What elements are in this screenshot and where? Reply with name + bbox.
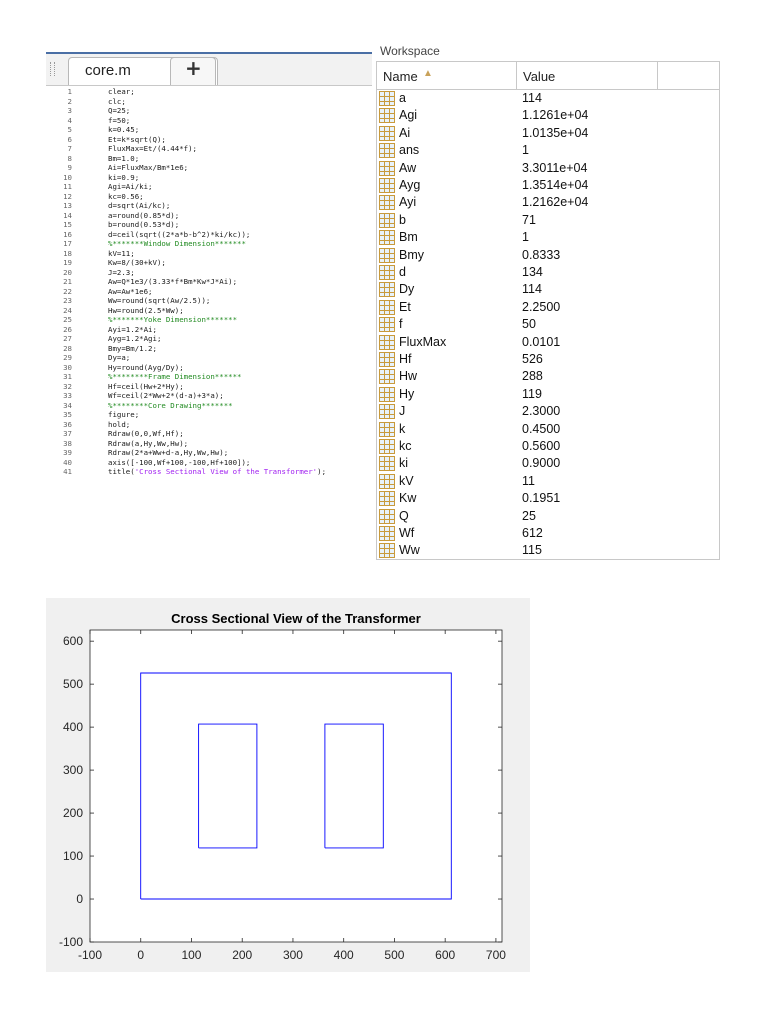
sort-ascending-icon[interactable]: ▲ <box>423 68 433 79</box>
line-number: 26 <box>63 324 72 334</box>
code-text: Ww=round(sqrt(Aw/2.5)); <box>108 296 211 305</box>
workspace-row[interactable] <box>377 351 719 369</box>
workspace-row[interactable] <box>377 368 719 386</box>
variable-value: 1.3514e+04 <box>522 178 589 192</box>
matrix-variable-icon <box>379 387 395 402</box>
x-tick-label: 0 <box>137 948 145 962</box>
code-line[interactable] <box>46 106 372 116</box>
code-text: f=50; <box>108 115 131 125</box>
workspace-row[interactable] <box>377 212 719 230</box>
workspace-panel <box>376 42 720 560</box>
code-line[interactable] <box>46 258 372 268</box>
code-text: Wf=ceil(2*Ww+2*(d-a)+3*a); <box>108 391 224 400</box>
code-line[interactable] <box>46 230 372 240</box>
code-line[interactable] <box>46 97 372 107</box>
matrix-variable-icon <box>379 108 395 123</box>
variable-name: ans <box>399 143 420 158</box>
figure-window <box>46 598 530 972</box>
code-line[interactable] <box>46 211 372 221</box>
tab-label: core.m <box>85 62 131 79</box>
code-line[interactable] <box>46 382 372 392</box>
matrix-variable-icon <box>379 352 395 367</box>
code-line[interactable] <box>46 363 372 373</box>
variable-value: 612 <box>522 526 543 540</box>
matrix-variable-icon <box>379 509 395 524</box>
line-number: 10 <box>63 172 72 182</box>
code-text: %********Frame Dimension****** <box>108 372 242 381</box>
line-number: 5 <box>67 125 72 134</box>
chart-title: Cross Sectional View of the Transformer <box>171 611 421 626</box>
line-number: 39 <box>63 448 72 457</box>
code-text: Hy=round(Ayg/Dy); <box>108 362 184 372</box>
matrix-variable-icon <box>379 282 395 297</box>
line-number: 25 <box>63 315 72 324</box>
code-text: Dy=a; <box>108 353 131 362</box>
matrix-variable-icon <box>379 474 395 489</box>
code-line[interactable] <box>46 315 372 325</box>
line-number: 2 <box>67 96 72 106</box>
matrix-variable-icon <box>379 543 395 558</box>
code-text: Bm=1.0; <box>108 153 140 163</box>
variable-value: 1.0135e+04 <box>522 125 589 140</box>
line-number: 41 <box>63 467 72 476</box>
line-number: 37 <box>63 429 72 438</box>
code-line[interactable] <box>46 353 372 363</box>
code-text: Et=k*sqrt(Q); <box>108 134 166 144</box>
y-tick-label: 600 <box>62 634 83 649</box>
workspace-row[interactable] <box>377 125 719 143</box>
code-line[interactable] <box>46 296 372 306</box>
y-tick-label: 500 <box>62 677 83 692</box>
code-text: figure; <box>108 410 140 419</box>
plot-svg <box>46 598 530 972</box>
code-text: d=ceil(sqrt((2*a*b-b^2)*ki/kc)); <box>108 229 251 239</box>
workspace-table[interactable] <box>376 61 720 560</box>
drag-grip-icon[interactable] <box>50 62 55 76</box>
matrix-variable-icon <box>379 456 395 471</box>
variable-name: Ai <box>399 125 411 140</box>
matrix-variable-icon <box>379 178 395 193</box>
code-editor[interactable] <box>46 52 372 562</box>
code-line[interactable] <box>46 268 372 278</box>
variable-name: Hf <box>399 352 412 366</box>
variable-value: 526 <box>522 352 543 366</box>
line-number: 14 <box>63 210 72 220</box>
line-number: 13 <box>63 201 72 210</box>
variable-value: 3.3011e+04 <box>522 160 588 175</box>
code-line[interactable] <box>46 116 372 126</box>
workspace-row[interactable] <box>377 490 719 508</box>
code-text: clear; <box>108 87 135 96</box>
variable-value: 1.2162e+04 <box>522 195 589 210</box>
line-number: 40 <box>63 457 72 467</box>
code-text <box>108 467 326 477</box>
new-tab-button[interactable] <box>170 57 216 85</box>
column-header-value[interactable]: Value <box>523 69 556 84</box>
code-text: hold; <box>108 419 131 429</box>
workspace-row[interactable] <box>377 299 719 317</box>
variable-name: ki <box>399 456 409 471</box>
variable-value: 0.1951 <box>522 491 561 506</box>
y-tick-label: 300 <box>62 763 83 778</box>
workspace-row[interactable] <box>377 160 719 178</box>
line-number: 17 <box>63 239 72 248</box>
workspace-row[interactable] <box>377 281 719 299</box>
variable-name: f <box>399 317 403 332</box>
variable-name: d <box>399 265 406 279</box>
workspace-row[interactable] <box>377 229 719 247</box>
code-line[interactable] <box>46 448 372 458</box>
matrix-variable-icon <box>379 369 395 384</box>
matrix-variable-icon <box>379 91 395 106</box>
matrix-variable-icon <box>379 195 395 210</box>
matrix-variable-icon <box>379 526 395 541</box>
code-line[interactable] <box>46 249 372 259</box>
code-line[interactable] <box>46 325 372 335</box>
variable-name: b <box>399 212 406 227</box>
line-number: 33 <box>63 391 72 400</box>
variable-value: 119 <box>522 386 542 401</box>
variable-value: 134 <box>522 265 543 279</box>
x-tick-label: 400 <box>333 948 354 962</box>
code-line[interactable] <box>46 287 372 297</box>
variable-value: 288 <box>522 369 543 384</box>
code-text: Aw=Aw*1e6; <box>108 286 153 296</box>
workspace-row[interactable] <box>377 455 719 473</box>
code-text: Ayi=1.2*Ai; <box>108 324 157 334</box>
code-text: Agi=Ai/ki; <box>108 182 153 191</box>
line-number: 18 <box>63 248 72 258</box>
workspace-row[interactable] <box>377 525 719 543</box>
line-number: 3 <box>67 106 72 115</box>
variable-name: Et <box>399 299 411 314</box>
variable-value: 0.5600 <box>522 439 561 453</box>
code-line[interactable] <box>46 467 372 477</box>
line-number: 20 <box>63 267 72 277</box>
code-line[interactable] <box>46 401 372 411</box>
matrix-variable-icon <box>379 317 395 332</box>
variable-value: 50 <box>522 317 536 332</box>
line-number: 29 <box>63 353 72 362</box>
plot-area <box>90 630 502 942</box>
line-number: 7 <box>67 144 72 153</box>
workspace-row[interactable] <box>377 264 719 282</box>
variable-name: Ayg <box>399 178 421 192</box>
workspace-row[interactable] <box>377 473 719 491</box>
line-number: 34 <box>63 400 72 410</box>
code-line[interactable] <box>46 201 372 211</box>
matrix-variable-icon <box>379 335 395 350</box>
code-text: Rdraw(a,Hy,Ww,Hw); <box>108 438 189 448</box>
code-text-part: ); <box>317 467 327 476</box>
variable-name: kV <box>399 473 414 488</box>
x-tick-label: 300 <box>282 948 303 962</box>
x-tick-label: 200 <box>232 948 253 962</box>
workspace-row[interactable] <box>377 508 719 526</box>
variable-value: 1 <box>522 143 529 158</box>
variable-value: 71 <box>522 212 536 227</box>
code-text: Rdraw(2*a+Ww+d-a,Hy,Ww,Hw); <box>108 448 229 457</box>
line-number: 21 <box>63 277 72 286</box>
workspace-row[interactable] <box>377 194 719 212</box>
variable-name: k <box>399 421 406 436</box>
x-tick-label: 100 <box>181 948 202 962</box>
code-text: Rdraw(0,0,Wf,Hf); <box>108 429 184 438</box>
code-line[interactable] <box>46 125 372 135</box>
variable-name: Kw <box>399 491 417 506</box>
code-line[interactable] <box>46 429 372 439</box>
variable-value: 114 <box>522 282 542 297</box>
plus-icon: + <box>185 56 202 80</box>
workspace-row[interactable] <box>377 334 719 352</box>
code-line[interactable] <box>46 163 372 173</box>
variable-name: Dy <box>399 282 415 297</box>
matrix-variable-icon <box>379 491 395 506</box>
variable-value: 0.9000 <box>522 456 561 471</box>
variable-value: 114 <box>522 91 542 105</box>
matrix-variable-icon <box>379 422 395 437</box>
code-text: d=sqrt(Ai/kc); <box>108 201 171 210</box>
x-tick-label: 700 <box>485 948 506 962</box>
line-number: 19 <box>63 258 72 267</box>
code-line[interactable] <box>46 391 372 401</box>
code-line[interactable] <box>46 144 372 154</box>
workspace-row[interactable] <box>377 90 719 108</box>
line-number: 32 <box>63 381 72 391</box>
code-line[interactable] <box>46 439 372 449</box>
workspace-row[interactable] <box>377 247 719 265</box>
code-text: kV=11; <box>108 248 135 258</box>
matrix-variable-icon <box>379 300 395 315</box>
code-area[interactable] <box>46 85 372 562</box>
variable-name: kc <box>399 439 412 453</box>
variable-value: 0.4500 <box>522 421 561 436</box>
code-line[interactable] <box>46 410 372 420</box>
line-number: 38 <box>63 438 72 448</box>
line-number: 16 <box>63 229 72 239</box>
matrix-variable-icon <box>379 161 395 176</box>
code-line[interactable] <box>46 182 372 192</box>
y-tick-label: 0 <box>76 892 83 907</box>
code-text: a=round(0.85*d); <box>108 210 180 220</box>
line-number: 28 <box>63 343 72 353</box>
line-number: 4 <box>67 115 72 125</box>
variable-name: Bmy <box>399 247 424 262</box>
workspace-row[interactable] <box>377 386 719 404</box>
workspace-row[interactable] <box>377 421 719 439</box>
x-tick-label: -100 <box>77 948 103 962</box>
code-text: Ai=FluxMax/Bm*1e6; <box>108 163 189 172</box>
variable-value: 11 <box>522 473 535 488</box>
code-line[interactable] <box>46 192 372 202</box>
code-line[interactable] <box>46 334 372 344</box>
line-number: 36 <box>63 419 72 429</box>
code-line[interactable] <box>46 372 372 382</box>
code-line[interactable] <box>46 87 372 97</box>
matrix-variable-icon <box>379 126 395 141</box>
line-number: 23 <box>63 296 72 305</box>
code-line[interactable] <box>46 154 372 164</box>
code-line[interactable] <box>46 420 372 430</box>
code-text: Q=25; <box>108 106 131 115</box>
code-line[interactable] <box>46 458 372 468</box>
workspace-row[interactable] <box>377 316 719 334</box>
variable-value: 0.0101 <box>522 334 561 349</box>
line-number: 24 <box>63 305 72 315</box>
workspace-title: Workspace <box>380 44 440 58</box>
column-header-name[interactable]: Name <box>383 69 418 84</box>
variable-name: Ayi <box>399 195 417 210</box>
code-text: Aw=Q*1e3/(3.33*f*Bm*Kw*J*Ai); <box>108 277 238 286</box>
workspace-row[interactable] <box>377 542 719 560</box>
line-number: 11 <box>63 182 72 191</box>
code-text: Bmy=Bm/1.2; <box>108 343 157 353</box>
matrix-variable-icon <box>379 230 395 245</box>
code-text: ki=0.9; <box>108 172 140 182</box>
workspace-header <box>377 62 719 90</box>
y-tick-label: 400 <box>62 720 83 735</box>
variable-name: Ww <box>399 543 420 558</box>
matrix-variable-icon <box>379 213 395 228</box>
code-text: Kw=8/(30+kV); <box>108 258 166 267</box>
line-number: 15 <box>63 220 72 229</box>
code-text: Ayg=1.2*Agi; <box>108 334 162 343</box>
matrix-variable-icon <box>379 248 395 263</box>
code-line[interactable] <box>46 277 372 287</box>
code-string: 'Cross Sectional View of the Transformer' <box>134 467 318 476</box>
column-divider[interactable] <box>516 62 517 89</box>
variable-name: Aw <box>399 160 417 175</box>
matrix-variable-icon <box>379 439 395 454</box>
variable-name: Bm <box>399 230 418 245</box>
line-number: 27 <box>63 334 72 343</box>
line-number: 12 <box>63 191 72 201</box>
line-number: 8 <box>67 153 72 163</box>
variable-value: 1.1261e+04 <box>522 108 589 123</box>
variable-name: Q <box>399 508 409 523</box>
code-text: %********Core Drawing******* <box>108 400 233 410</box>
code-text: axis([-100,Wf+100,-100,Hf+100]); <box>108 457 251 467</box>
line-number: 6 <box>67 134 72 144</box>
variable-value: 1 <box>522 230 529 245</box>
code-line[interactable] <box>46 220 372 230</box>
code-text: %*******Window Dimension******* <box>108 239 246 248</box>
line-number: 9 <box>67 163 72 172</box>
line-number: 31 <box>63 372 72 381</box>
x-tick-label: 500 <box>384 948 405 962</box>
variable-name: FluxMax <box>399 334 447 349</box>
workspace-row[interactable] <box>377 403 719 421</box>
code-text: kc=0.56; <box>108 191 144 201</box>
variable-value: 2.2500 <box>522 299 561 314</box>
matrix-variable-icon <box>379 143 395 158</box>
variable-name: J <box>399 404 406 419</box>
code-line[interactable] <box>46 344 372 354</box>
code-text: clc; <box>108 96 126 106</box>
line-number: 22 <box>63 286 72 296</box>
code-text: Hw=round(2.5*Ww); <box>108 305 184 315</box>
variable-name: Agi <box>399 108 418 123</box>
matrix-variable-icon <box>379 265 395 280</box>
y-tick-label: 100 <box>62 849 83 864</box>
line-number: 1 <box>67 87 72 96</box>
code-line[interactable] <box>46 306 372 316</box>
editor-tab-bar <box>46 54 372 86</box>
variable-value: 115 <box>522 543 542 558</box>
code-text: k=0.45; <box>108 125 140 134</box>
matrix-variable-icon <box>379 404 395 419</box>
variable-name: Hw <box>399 369 418 384</box>
workspace-row[interactable] <box>377 177 719 195</box>
variable-name: Hy <box>399 386 415 401</box>
variable-value: 25 <box>522 508 536 523</box>
code-text: b=round(0.53*d); <box>108 220 180 229</box>
code-line[interactable] <box>46 173 372 183</box>
code-text: Hf=ceil(Hw+2*Hy); <box>108 381 184 391</box>
line-number: 30 <box>63 362 72 372</box>
code-text-part: title( <box>108 467 135 476</box>
variable-name: a <box>399 91 406 105</box>
variable-value: 2.3000 <box>522 404 561 419</box>
code-text: J=2.3; <box>108 267 135 277</box>
variable-name: Wf <box>399 526 415 540</box>
variable-value: 0.8333 <box>522 247 561 262</box>
workspace-row[interactable] <box>377 438 719 456</box>
workspace-row[interactable] <box>377 142 719 160</box>
y-tick-label: -100 <box>58 935 83 949</box>
code-text: %*******Yoke Dimension******* <box>108 315 238 324</box>
column-divider[interactable] <box>657 62 658 89</box>
workspace-row[interactable] <box>377 107 719 125</box>
code-line[interactable] <box>46 135 372 145</box>
line-number: 35 <box>63 410 72 419</box>
code-text: FluxMax=Et/(4.44*f); <box>108 144 197 153</box>
code-line[interactable] <box>46 239 372 249</box>
x-tick-label: 600 <box>435 948 456 962</box>
y-tick-label: 200 <box>62 806 83 821</box>
